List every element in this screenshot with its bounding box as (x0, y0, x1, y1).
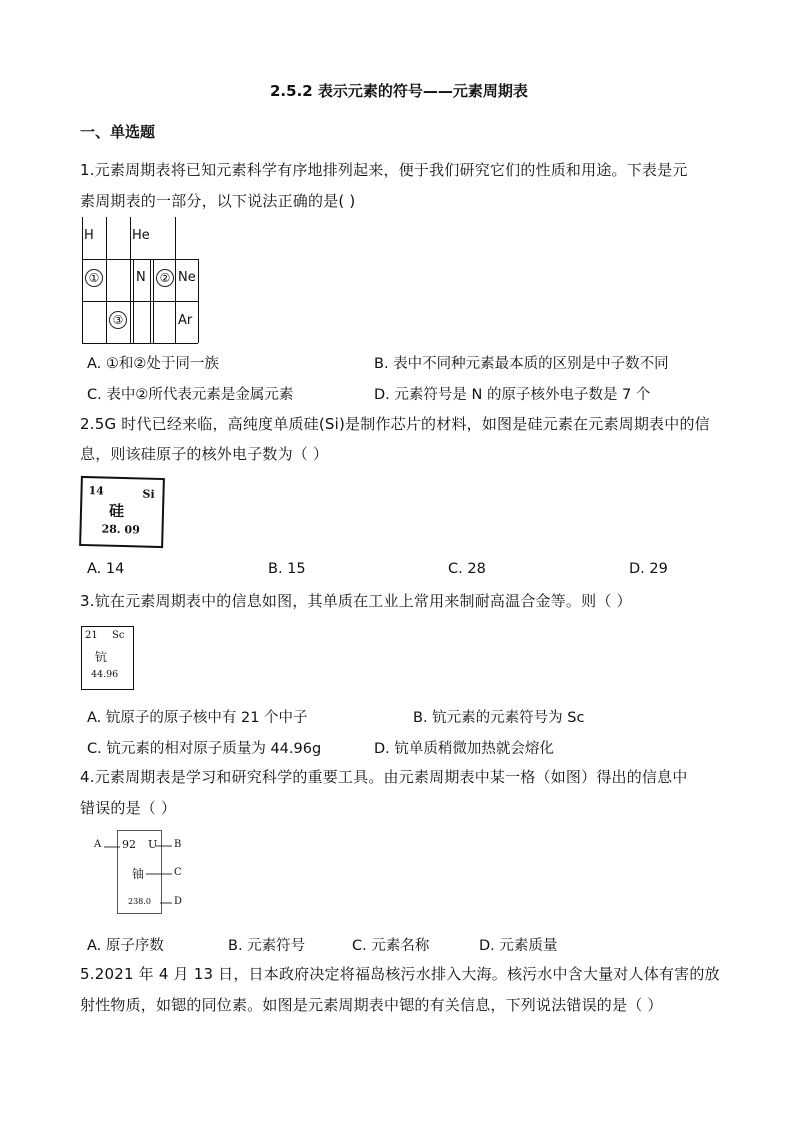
q1-option-c: C. 表中②所代表元素是金属元素 (87, 387, 294, 403)
label-b: B (174, 839, 182, 850)
q1-option-a: A. ①和②处于同一族 (87, 356, 219, 372)
cell-he: He (132, 228, 150, 243)
q4-option-c: C. 元素名称 (352, 938, 430, 954)
u-atomic-number: 92 (122, 838, 136, 851)
q4-option-b: B. 元素符号 (228, 938, 306, 954)
cell-h: H (84, 228, 94, 243)
si-symbol: Si (142, 487, 155, 501)
q5-text-line1: 5.2021 年 4 月 13 日，日本政府决定将福岛核污水排入大海。核污水中含大量对人体有害的放 (80, 965, 720, 983)
q4-text-line1: 4.元素周期表是学习和研究科学的重要工具。由元素周期表中某一格（如图）得出的信息中 (80, 768, 688, 786)
q3-text-line1: 3.钪在元素周期表中的信息如图，其单质在工业上常用来制耐高温合金等。则（ ） (80, 592, 632, 610)
scandium-element-card (81, 626, 134, 690)
label-c: C (174, 867, 182, 878)
sc-atomic-number: 21 (85, 630, 98, 641)
q3-option-a: A. 钪原子的原子核中有 21 个中子 (87, 710, 308, 726)
q3-option-c: C. 钪元素的相对原子质量为 44.96g (87, 741, 322, 757)
q4-option-a: A. 原子序数 (87, 938, 164, 954)
section-heading: 一、单选题 (80, 123, 156, 141)
label-a: A (94, 839, 102, 850)
q3-option-d: D. 钪单质稍微加热就会熔化 (374, 741, 554, 757)
cell-n: N (136, 270, 146, 285)
u-symbol: U (148, 838, 158, 851)
silicon-element-card (79, 476, 165, 548)
si-atomic-number: 14 (88, 484, 105, 498)
label-d: D (174, 896, 183, 907)
q2-option-b: B. 15 (268, 561, 306, 577)
q2-option-a: A. 14 (87, 561, 125, 577)
q1-text-line1: 1.元素周期表将已知元素科学有序地排列起来，便于我们研究它们的性质和用途。下表是元 (80, 161, 688, 179)
q5-text-line2: 射性物质，如锶的同位素。如图是元素周期表中锶的有关信息，下列说法错误的是（ ） (80, 996, 663, 1014)
u-mass: 238.0 (128, 897, 151, 906)
q4-option-d: D. 元素质量 (479, 938, 558, 954)
cell-circle-1: ① (85, 269, 103, 287)
cell-circle-2: ② (156, 269, 174, 287)
q1-text-line2: 素周期表的一部分，以下说法正确的是( ) (80, 192, 356, 210)
si-name: 硅 (108, 501, 125, 521)
q4-text-line2: 错误的是（ ） (80, 799, 177, 817)
q2-option-c: C. 28 (448, 561, 486, 577)
sc-name: 钪 (95, 650, 108, 664)
q2-text-line1: 2.5G 时代已经来临，高纯度单质硅(Si)是制作芯片的材料，如图是硅元素在元素周期表中的信 (80, 415, 710, 433)
q3-option-b: B. 钪元素的元素符号为 Sc (413, 710, 585, 726)
si-mass: 28. 09 (101, 522, 140, 537)
cell-ar: Ar (178, 313, 193, 328)
q1-option-d: D. 元素符号是 N 的原子核外电子数是 7 个 (374, 387, 651, 403)
u-name: 铀 (132, 867, 145, 881)
q1-option-b: B. 表中不同种元素最本质的区别是中子数不同 (374, 356, 669, 372)
sc-mass: 44.96 (91, 669, 119, 680)
q2-text-line2: 息，则该硅原子的核外电子数为（ ） (80, 445, 329, 463)
document-title: 2.5.2 表示元素的符号——元素周期表 (270, 82, 528, 100)
cell-circle-3: ③ (109, 311, 127, 329)
cell-ne: Ne (178, 270, 196, 285)
sc-symbol: Sc (112, 630, 125, 641)
q2-option-d: D. 29 (629, 561, 668, 577)
